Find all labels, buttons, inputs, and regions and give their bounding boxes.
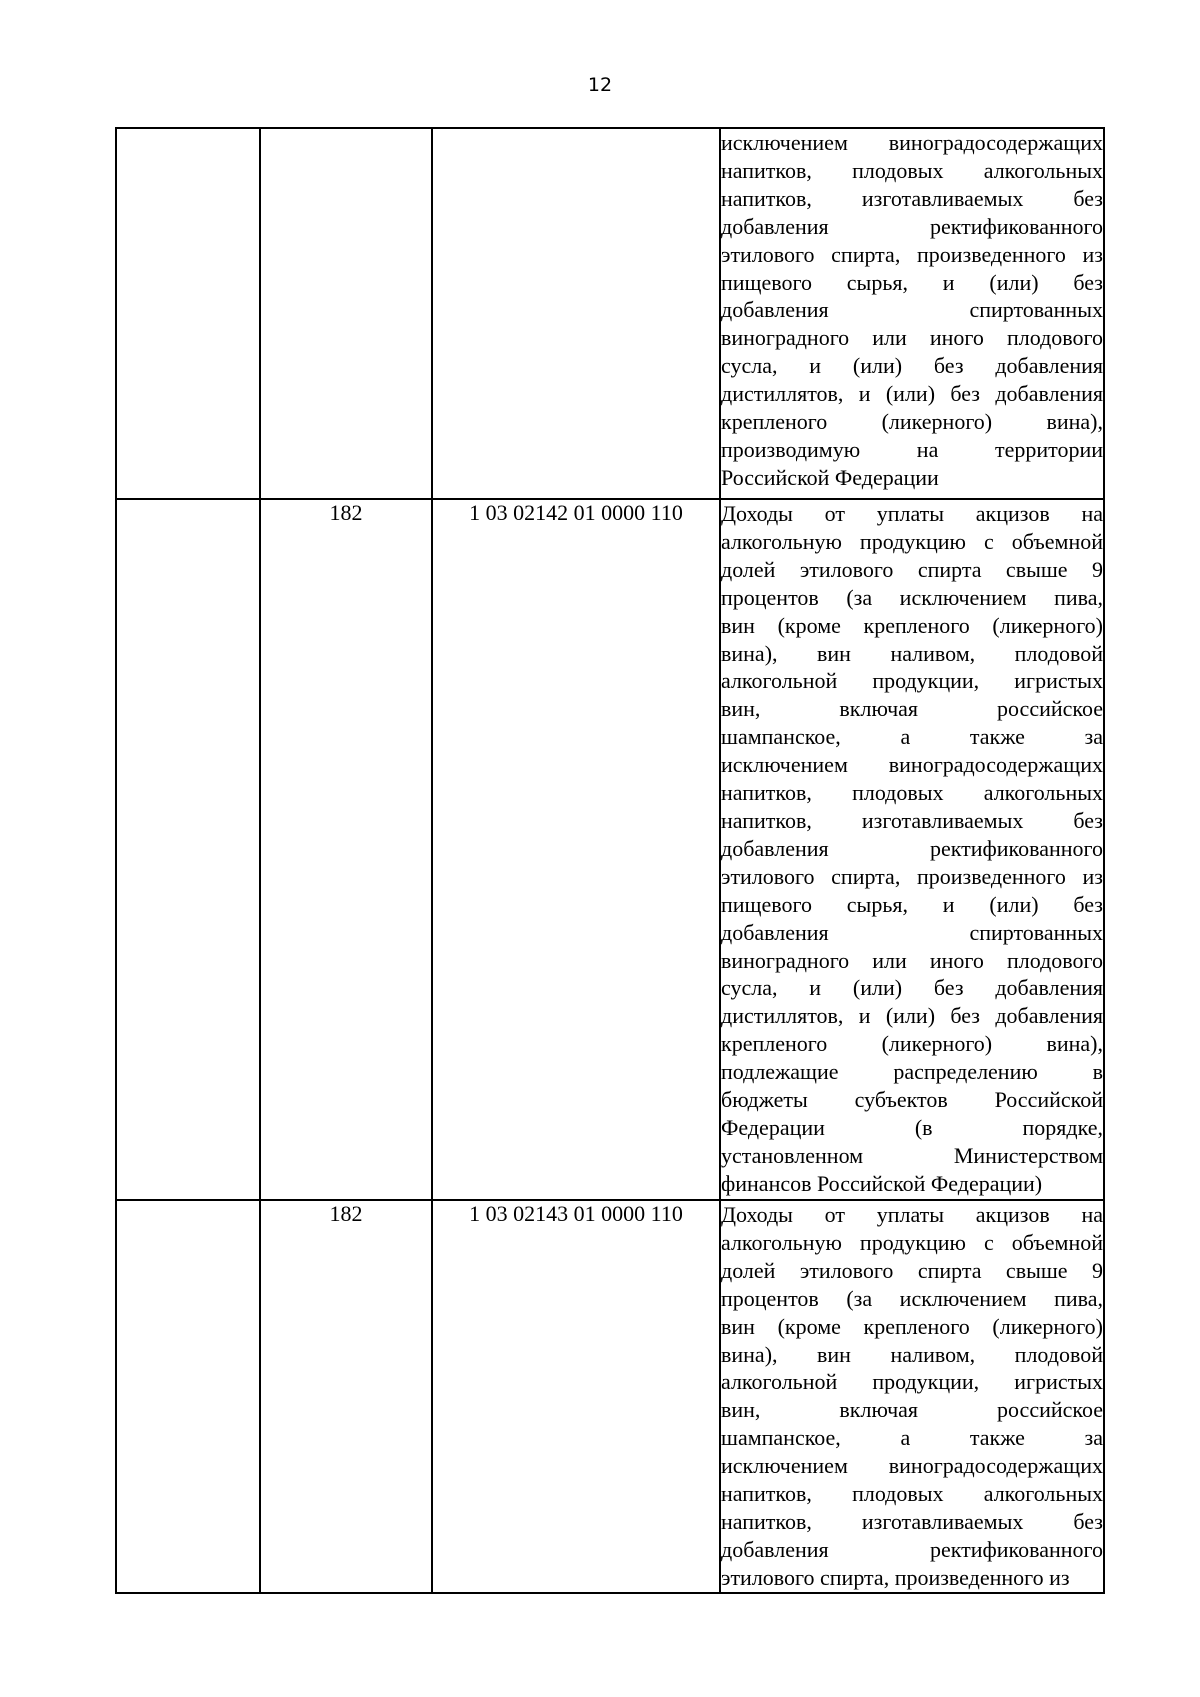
description-text	[721, 1201, 1103, 1592]
description-text	[721, 129, 1103, 492]
income-code-cell	[432, 128, 720, 499]
income-code-cell: 1 03 02142 01 0000 110	[432, 499, 720, 1200]
description-cell	[720, 1200, 1104, 1593]
description-line: виноградного или иного плодового	[721, 947, 1103, 973]
description-line: вин (кроме крепленого (ликерного)	[721, 1313, 1103, 1339]
description-line: Российской Федерации	[721, 464, 939, 490]
description-line: этилового спирта, произведенного из	[721, 1564, 1070, 1590]
description-line: алкогольной продукции, игристых	[721, 668, 1103, 694]
description-line: шампанское, а также за	[721, 1425, 1103, 1451]
description-line: Доходы от уплаты акцизов на	[721, 1202, 1103, 1227]
description-line: сусла, и (или) без добавления	[721, 975, 1103, 1001]
description-line: сусла, и (или) без добавления	[721, 353, 1103, 379]
description-line: Федерации (в порядке,	[721, 1114, 1103, 1140]
description-line: вин, включая российское	[721, 1397, 1103, 1423]
description-line: исключением виноградосодержащих	[721, 130, 1103, 155]
description-line: подлежащие распределению в	[721, 1059, 1103, 1085]
description-line: вина), вин наливом, плодовой	[721, 640, 1103, 666]
income-code-cell: 1 03 02143 01 0000 110	[432, 1200, 720, 1593]
description-line: виноградного или иного плодового	[721, 325, 1103, 351]
description-line: крепленого (ликерного) вина),	[721, 1031, 1103, 1057]
row-number-cell	[116, 499, 260, 1200]
description-line: напитков, плодовых алкогольных	[721, 1481, 1103, 1507]
description-line: этилового спирта, произведенного из	[721, 241, 1103, 267]
description-line: долей этилового спирта свыше 9	[721, 1257, 1103, 1283]
description-line: исключением виноградосодержащих	[721, 1453, 1103, 1479]
description-line: бюджеты субъектов Российской	[721, 1087, 1103, 1113]
table-row	[116, 499, 1104, 1200]
description-line: установленном Министерством	[721, 1142, 1103, 1168]
description-line: напитков, изготавливаемых без	[721, 1508, 1103, 1534]
row-number-cell	[116, 128, 260, 499]
description-line: финансов Российской Федерации)	[721, 1170, 1043, 1196]
description-line: добавления спиртованных	[721, 919, 1103, 945]
description-line: добавления ректификованного	[721, 835, 1103, 861]
description-line: дистиллятов, и (или) без добавления	[721, 1003, 1103, 1029]
description-line: процентов (за исключением пива,	[721, 1285, 1103, 1311]
row-number-cell	[116, 1200, 260, 1593]
description-line: добавления спиртованных	[721, 297, 1103, 323]
description-line: добавления ректификованного	[721, 1536, 1103, 1562]
description-line: алкогольной продукции, игристых	[721, 1369, 1103, 1395]
description-line: алкогольную продукцию с объемной	[721, 528, 1103, 554]
description-line: долей этилового спирта свыше 9	[721, 556, 1103, 582]
admin-code-cell: 182	[260, 1200, 432, 1593]
description-line: производимую на территории	[721, 436, 1103, 462]
description-line: вина), вин наливом, плодовой	[721, 1341, 1103, 1367]
description-line: алкогольную продукцию с объемной	[721, 1229, 1103, 1255]
description-line: напитков, изготавливаемых без	[721, 185, 1103, 211]
description-line: напитков, плодовых алкогольных	[721, 780, 1103, 806]
description-text	[721, 500, 1103, 1198]
table-row	[116, 1200, 1104, 1593]
table-row	[116, 128, 1104, 499]
admin-code-cell	[260, 128, 432, 499]
description-line: пищевого сырья, и (или) без	[721, 891, 1103, 917]
description-line: вин, включая российское	[721, 696, 1103, 722]
description-line: исключением виноградосодержащих	[721, 752, 1103, 778]
description-line: шампанское, а также за	[721, 724, 1103, 750]
description-line: пищевого сырья, и (или) без	[721, 269, 1103, 295]
description-cell	[720, 128, 1104, 499]
description-line: Доходы от уплаты акцизов на	[721, 501, 1103, 526]
description-cell	[720, 499, 1104, 1200]
description-line: дистиллятов, и (или) без добавления	[721, 381, 1103, 407]
page-number: 12	[587, 74, 613, 96]
description-line: вин (кроме крепленого (ликерного)	[721, 612, 1103, 638]
description-line: крепленого (ликерного) вина),	[721, 409, 1103, 435]
admin-code-cell: 182	[260, 499, 432, 1200]
description-line: этилового спирта, произведенного из	[721, 863, 1103, 889]
revenue-codes-table	[115, 127, 1105, 1594]
description-line: напитков, изготавливаемых без	[721, 807, 1103, 833]
description-line: напитков, плодовых алкогольных	[721, 157, 1103, 183]
description-line: процентов (за исключением пива,	[721, 584, 1103, 610]
description-line: добавления ректификованного	[721, 213, 1103, 239]
